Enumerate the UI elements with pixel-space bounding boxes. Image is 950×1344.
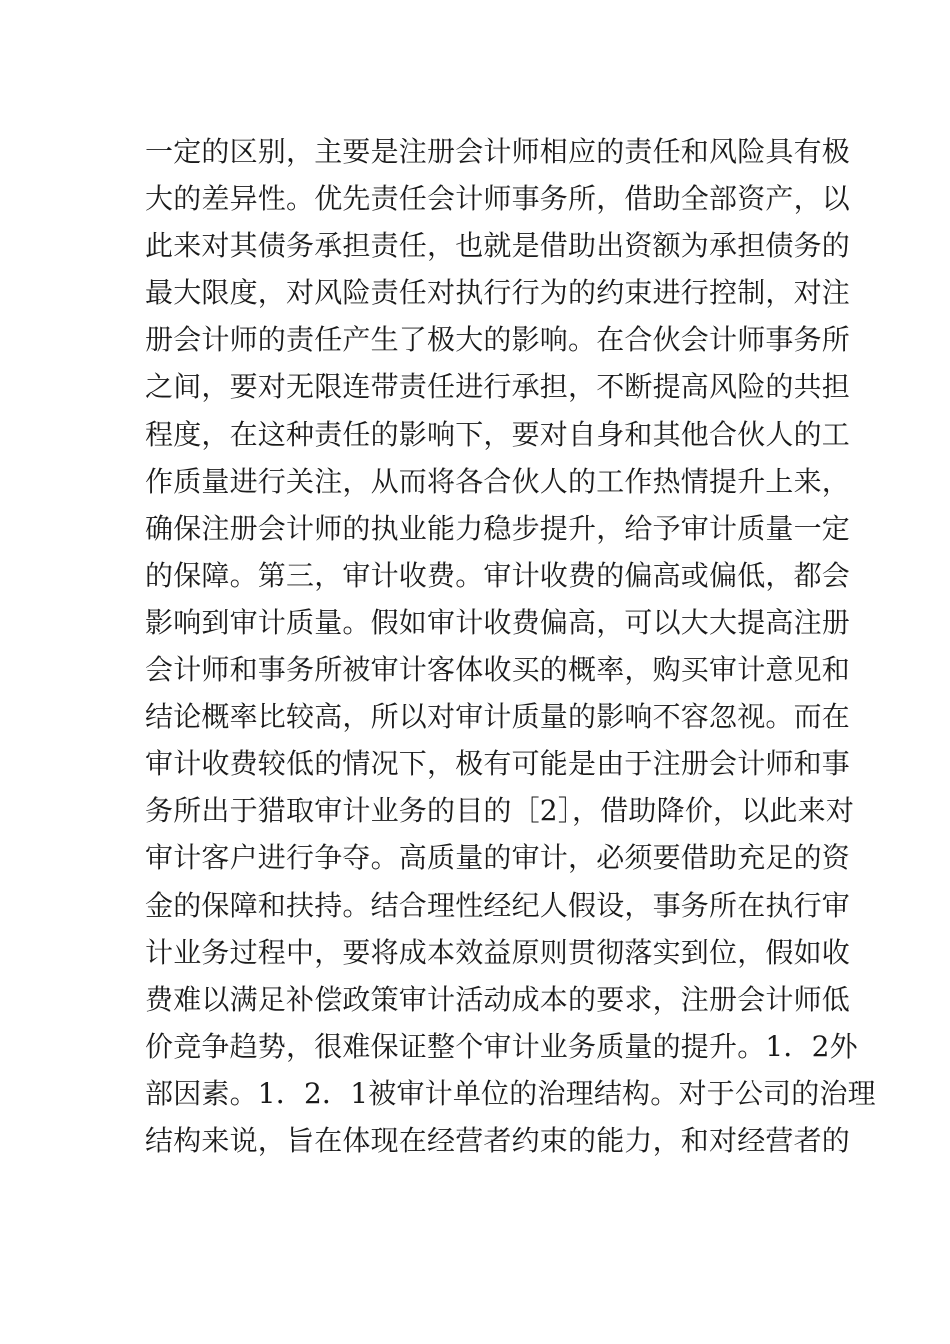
text-line: 作质量进行关注，从而将各合伙人的工作热情提升上来， xyxy=(145,464,851,498)
text-line: 审计客户进行争夺。高质量的审计，必须要借助充足的资 xyxy=(145,841,851,875)
text-line: 程度，在这种责任的影响下，要对自身和其他合伙人的工 xyxy=(145,417,851,451)
text-line: 此来对其债务承担责任，也就是借助出资额为承担债务的 xyxy=(145,229,851,263)
body-text xyxy=(145,128,876,1164)
text-line: 价竞争趋势，很难保证整个审计业务质量的提升。1．2外 xyxy=(145,1029,858,1063)
text-line: 之间，要对无限连带责任进行承担，不断提高风险的共担 xyxy=(145,370,851,404)
text-line: 确保注册会计师的执业能力稳步提升，给予审计质量一定 xyxy=(145,511,851,545)
text-line: 部因素。1．2．1被审计单位的治理结构。对于公司的治理 xyxy=(145,1076,876,1110)
text-line: 金的保障和扶持。结合理性经纪人假设，事务所在执行审 xyxy=(145,888,851,922)
text-line: 结论概率比较高，所以对审计质量的影响不容忽视。而在 xyxy=(145,700,851,734)
text-line: 大的差异性。优先责任会计师事务所，借助全部资产，以 xyxy=(145,182,851,216)
text-line: 计业务过程中，要将成本效益原则贯彻落实到位，假如收 xyxy=(145,935,851,969)
text-line: 的保障。第三，审计收费。审计收费的偏高或偏低，都会 xyxy=(145,558,851,592)
text-line: 会计师和事务所被审计客体收买的概率，购买审计意见和 xyxy=(145,653,851,687)
text-line: 费难以满足补偿政策审计活动成本的要求，注册会计师低 xyxy=(145,982,851,1016)
text-line: 审计收费较低的情况下，极有可能是由于注册会计师和事 xyxy=(145,747,851,781)
text-line: 册会计师的责任产生了极大的影响。在合伙会计师事务所 xyxy=(145,323,851,357)
text-line: 务所出于猎取审计业务的目的［2］，借助降价，以此来对 xyxy=(145,794,855,828)
text-line: 最大限度，对风险责任对执行行为的约束进行控制，对注 xyxy=(145,276,851,310)
text-line: 影响到审计质量。假如审计收费偏高，可以大大提高注册 xyxy=(145,605,851,639)
text-line: 一定的区别，主要是注册会计师相应的责任和风险具有极 xyxy=(145,135,851,168)
text-line: 结构来说，旨在体现在经营者约束的能力，和对经营者的 xyxy=(145,1123,851,1157)
